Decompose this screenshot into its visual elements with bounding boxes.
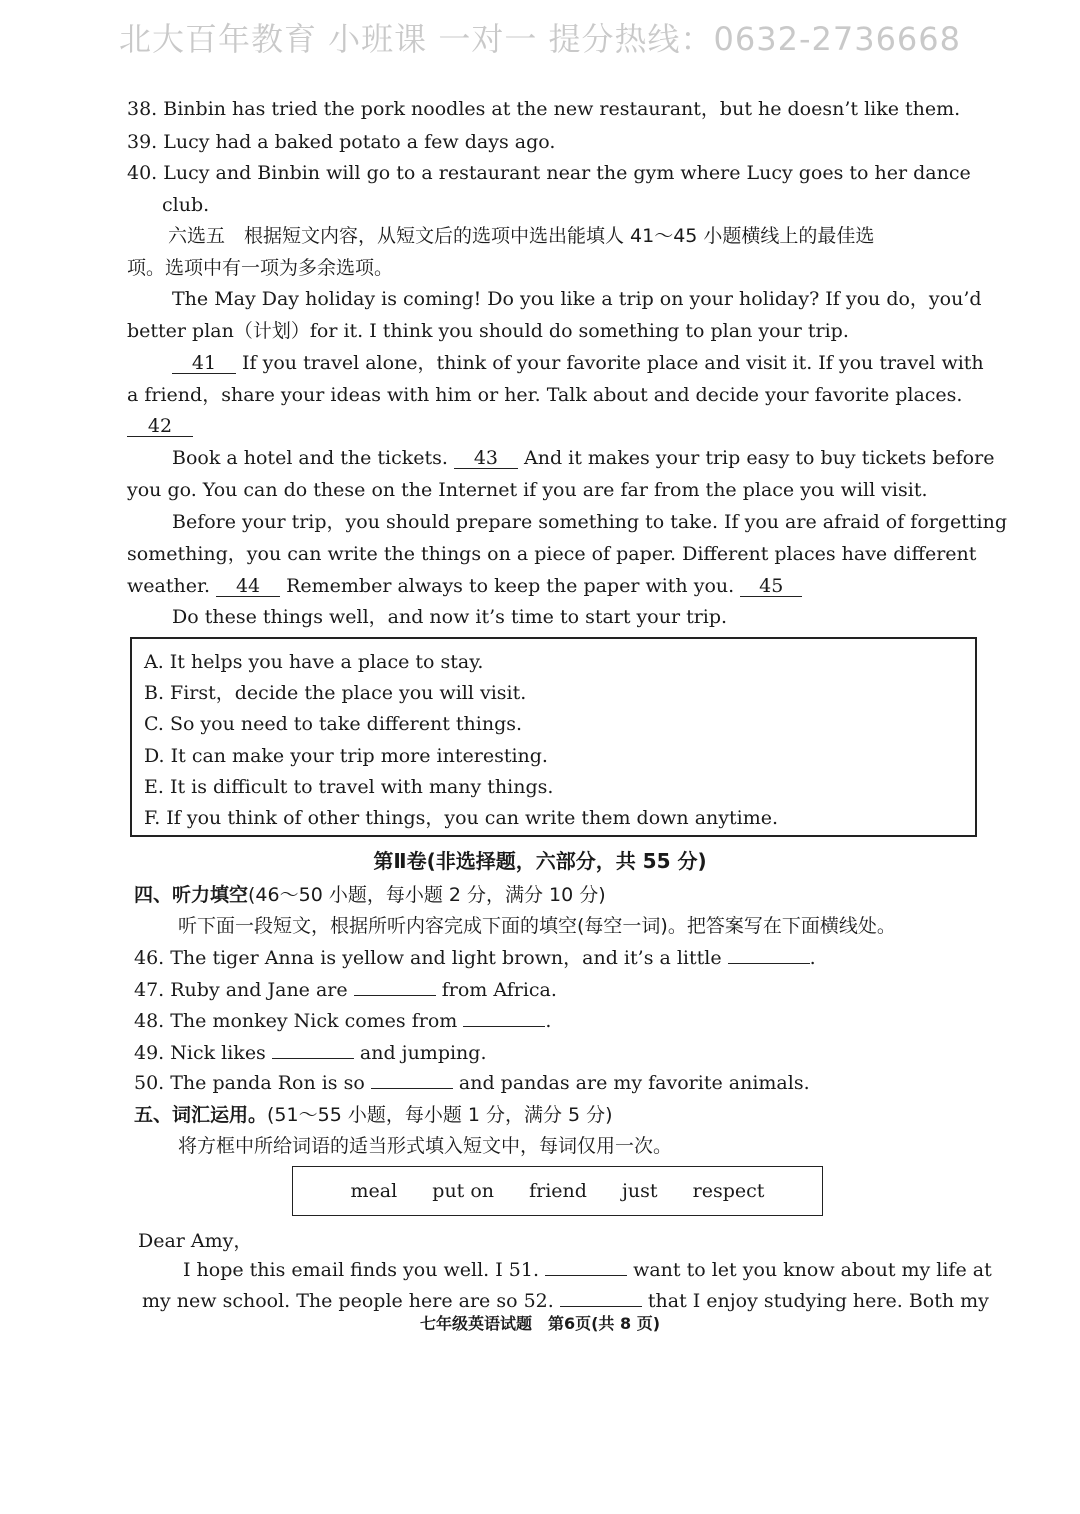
letter-line-2-text-b: that I enjoy studying here. Both my [647, 1290, 989, 1312]
word-just: just [622, 1180, 658, 1202]
question-47-text-b: from Africa. [441, 979, 557, 1001]
question-49 [134, 1041, 487, 1065]
passage-p1: The May Day holiday is coming! Do you like a trip on your holiday? If you do，you’d [172, 288, 982, 310]
blank-44[interactable]: 44 [216, 576, 280, 597]
section-6-title-cont: 项。选项中有一项为多余选项。 [127, 257, 394, 279]
question-49-text-b: and jumping. [359, 1042, 487, 1064]
blank-52[interactable] [560, 1306, 642, 1307]
question-46: 46. The tiger Anna is yellow and light brown，and it’s a little . [134, 947, 816, 969]
passage-p2-cont: a friend，share your ideas with him or her. Talk about and decide your favorite places. [127, 384, 963, 406]
passage-p3-text-a: Book a hotel and the tickets. [172, 447, 448, 469]
question-46-text: 46. The tiger Anna is yellow and light brown，and it’s a little [134, 947, 722, 969]
question-50-text-b: and pandas are my favorite animals. [458, 1072, 810, 1094]
word-friend: friend [529, 1180, 587, 1202]
passage-p4-cont: something，you can write the things on a piece of paper. Different places have different [127, 543, 977, 565]
passage-p4-text-b: Remember always to keep the paper with you. [286, 575, 735, 597]
passage-p3 [172, 446, 994, 470]
blank-43[interactable]: 43 [454, 448, 518, 469]
letter-line-2-text-a: my new school. The people here are so 52. [142, 1290, 554, 1312]
question-48: 48. The monkey Nick comes from . [134, 1010, 552, 1032]
blank-42[interactable]: 42 [127, 416, 193, 437]
page-footer: 七年级英语试题 第6页(共 8 页) [419, 1314, 661, 1333]
question-39: 39. Lucy had a baked potato a few days ago. [127, 131, 556, 153]
question-50-text-a: 50. The panda Ron is so [134, 1072, 365, 1094]
question-40: 40. Lucy and Binbin will go to a restaurant near the gym where Lucy goes to her dance [127, 162, 971, 184]
section-5-title: 五、词汇运用。 [134, 1104, 268, 1126]
option-c: C. So you need to take different things. [144, 713, 523, 735]
option-e: E. It is difficult to travel with many things. [144, 776, 554, 798]
question-47-text-a: 47. Ruby and Jane are [134, 979, 348, 1001]
blank-41[interactable]: 41 [172, 353, 236, 374]
blank-50[interactable] [371, 1088, 453, 1089]
section-4-note: (46～50 小题，每小题 2 分，满分 10 分) [248, 884, 606, 906]
section-5-header [134, 1103, 613, 1127]
blank-51[interactable] [545, 1275, 627, 1276]
option-a: A. It helps you have a place to stay. [144, 651, 484, 673]
letter-line-1-text-a: I hope this email finds you well. I 51. [183, 1259, 539, 1281]
passage-p4-text-a: weather. [127, 575, 210, 597]
question-40-cont: club. [162, 194, 210, 216]
section-4-title: 四、听力填空 [134, 884, 249, 906]
passage-p4-end [127, 574, 802, 598]
passage-blank-line [127, 414, 193, 438]
part-2-title: 第Ⅱ卷(非选择题，六部分，共 55 分) [373, 849, 707, 873]
blank-46[interactable] [728, 963, 810, 964]
word-respect: respect [692, 1180, 765, 1202]
passage-p1-cont: better plan（计划）for it. I think you should do something to plan your trip. [127, 320, 849, 342]
blank-49[interactable] [272, 1058, 354, 1059]
question-49-text-a: 49. Nick likes [134, 1042, 266, 1064]
option-f: F. If you think of other things，you can write them down anytime. [144, 807, 779, 829]
passage-p3-text-b: And it makes your trip easy to buy tickets before [523, 447, 995, 469]
section-4-instruction: 听下面一段短文，根据所听内容完成下面的填空(每空一词)。把答案写在下面横线处。 [178, 915, 896, 937]
blank-47[interactable] [354, 995, 436, 996]
question-38: 38. Binbin has tried the pork noodles at the new restaurant，but he doesn’t like them. [127, 98, 961, 120]
word-meal: meal [350, 1180, 398, 1202]
options-box [130, 637, 977, 837]
section-5-instruction: 将方框中所给词语的适当形式填入短文中，每词仅用一次。 [178, 1135, 673, 1157]
letter-line-1-text-b: want to let you know about my life at [633, 1259, 992, 1281]
passage-p2-text: If you travel alone，think of your favorite place and visit it. If you travel with [242, 352, 984, 374]
section-6-title: 六选五 根据短文内容，从短文后的选项中选出能填人 41～45 小题横线上的最佳选 [168, 225, 875, 247]
question-47 [134, 978, 557, 1002]
letter-greeting: Dear Amy， [138, 1230, 253, 1252]
passage-p4: Before your trip，you should prepare something to take. If you are afraid of forgetting [172, 511, 1008, 533]
word-put-on: put on [432, 1180, 495, 1202]
question-50 [134, 1071, 810, 1095]
word-box [292, 1166, 823, 1216]
section-4-header [134, 883, 606, 907]
passage-p5: Do these things well，and now it’s time to start your trip. [172, 606, 728, 628]
question-48-text: 48. The monkey Nick comes from [134, 1010, 458, 1032]
section-5-note: (51～55 小题，每小题 1 分，满分 5 分) [267, 1104, 613, 1126]
watermark: 北大百年教育 小班课 一对一 提分热线：0632-2736668 [118, 20, 962, 58]
letter-line-1 [183, 1258, 992, 1282]
passage-p3-cont: you go. You can do these on the Internet if you are far from the place you will visit. [127, 479, 928, 501]
option-b: B. First，decide the place you will visit. [144, 682, 527, 704]
blank-48[interactable] [463, 1026, 545, 1027]
option-d: D. It can make your trip more interesting. [144, 745, 548, 767]
passage-p2 [172, 351, 984, 375]
letter-line-2 [142, 1289, 989, 1313]
blank-45[interactable]: 45 [740, 576, 802, 597]
